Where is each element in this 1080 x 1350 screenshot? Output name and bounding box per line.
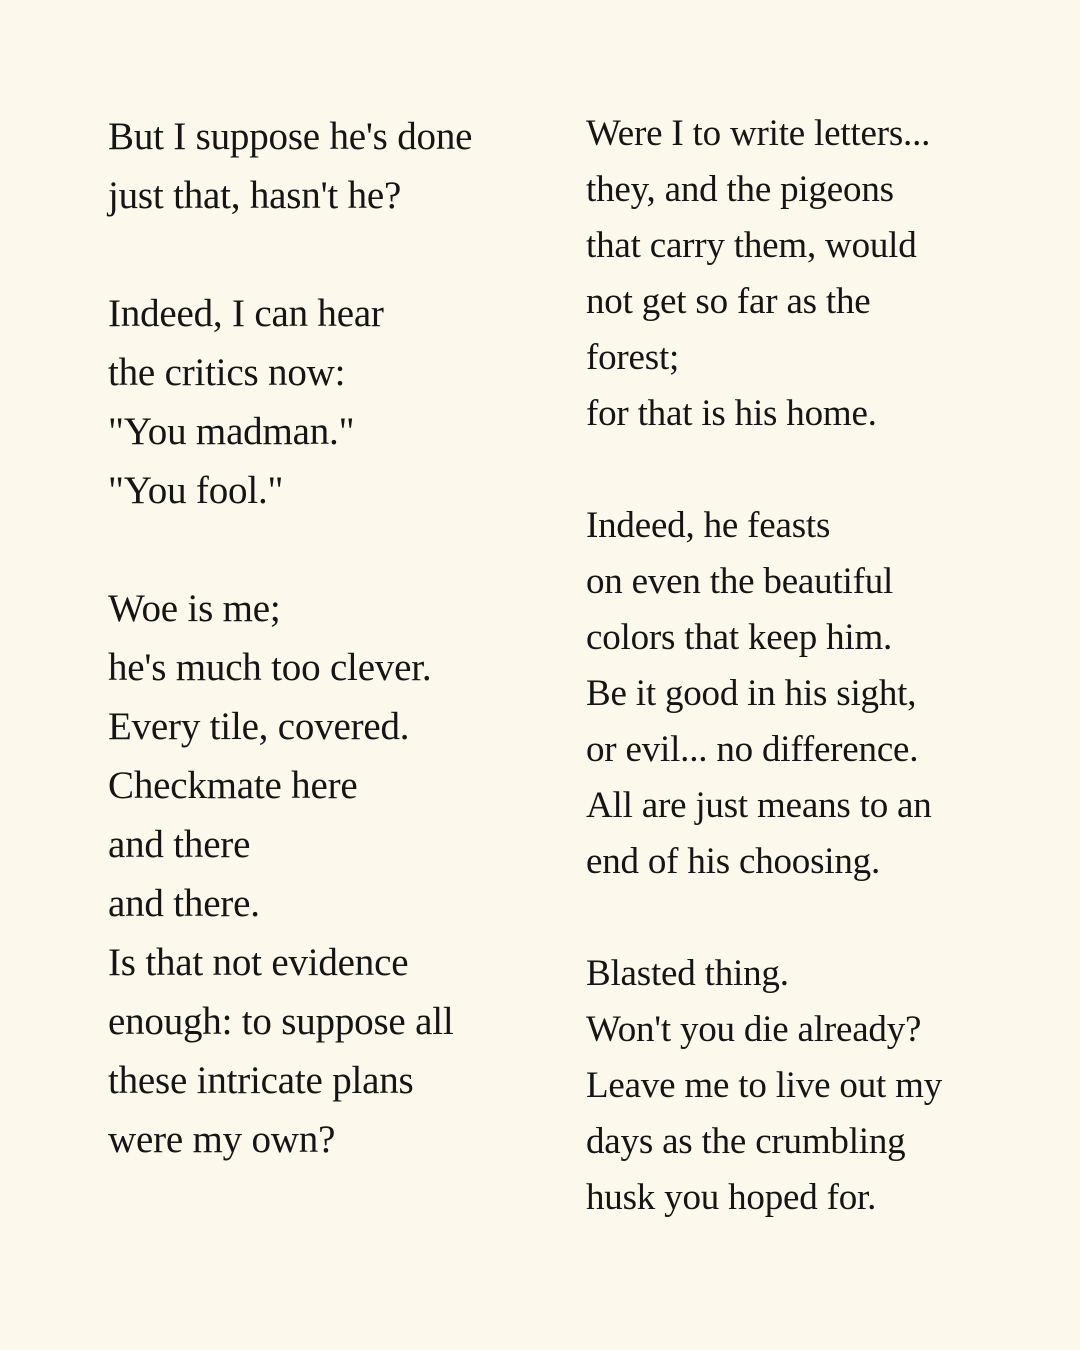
poem-line: Won't you die already? — [586, 1009, 922, 1050]
stanza-6 — [586, 946, 1026, 1226]
poem-line: Were I to write letters... — [586, 113, 931, 154]
poem-line: and there. — [108, 882, 260, 925]
poem-line: they, and the pigeons — [586, 169, 894, 210]
stanza-2 — [108, 284, 548, 520]
poem-line: were my own? — [108, 1118, 336, 1161]
poem-line: end of his choosing. — [586, 841, 881, 882]
poem-line: Woe is me; — [108, 587, 281, 630]
poem-line: days as the crumbling — [586, 1121, 906, 1162]
poem-line: forest; — [586, 337, 680, 378]
poem-line: All are just means to an — [586, 785, 932, 826]
poem-line: that carry them, would — [586, 225, 917, 266]
poem-line: "You madman." — [108, 410, 355, 453]
poem-line: enough: to suppose all — [108, 1000, 454, 1043]
poem-line: not get so far as the — [586, 281, 871, 322]
poem-line: these intricate plans — [108, 1059, 414, 1102]
stanza-3 — [108, 579, 548, 1169]
poem-line: or evil... no difference. — [586, 729, 919, 770]
poem-line: "You fool." — [108, 469, 284, 512]
poem-line: Blasted thing. — [586, 953, 789, 994]
poem-line: But I suppose he's done — [108, 115, 473, 158]
poem-line: and there — [108, 823, 251, 866]
stanza-5 — [586, 498, 1026, 890]
poem-line: Be it good in his sight, — [586, 673, 917, 714]
poem-right-column — [586, 0, 1026, 1226]
poem-line: husk you hoped for. — [586, 1177, 877, 1218]
poem-line: he's much too clever. — [108, 646, 432, 689]
poem-line: Checkmate here — [108, 764, 358, 807]
poem-line: for that is his home. — [586, 393, 877, 434]
stanza-1 — [108, 107, 548, 225]
poem-left-column — [108, 0, 548, 1169]
poem-line: just that, hasn't he? — [108, 174, 402, 217]
poem-line: colors that keep him. — [586, 617, 893, 658]
poem-line: Indeed, he feasts — [586, 505, 831, 546]
poem-line: Every tile, covered. — [108, 705, 410, 748]
poem-line: the critics now: — [108, 351, 346, 394]
poem-line: on even the beautiful — [586, 561, 894, 602]
stanza-4 — [586, 106, 1026, 442]
poem-line: Indeed, I can hear — [108, 292, 384, 335]
poem-line: Is that not evidence — [108, 941, 409, 984]
poem-line: Leave me to live out my — [586, 1065, 943, 1106]
